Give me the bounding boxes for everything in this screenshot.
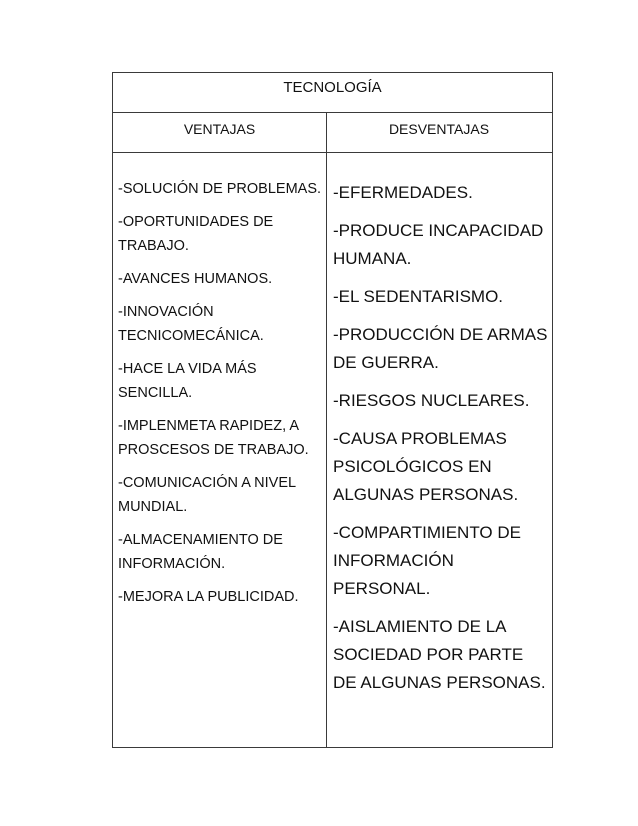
desventaja-item: -RIESGOS NUCLEARES.: [333, 391, 530, 410]
ventaja-item: -HACE LA VIDA MÁS SENCILLA.: [118, 361, 257, 401]
ventajas-cell: [113, 153, 326, 618]
table-header-row: [113, 113, 552, 153]
desventaja-item: -PRODUCE INCAPACIDAD HUMANA.: [333, 221, 544, 268]
desventaja-item: -CAUSA PROBLEMAS PSICOLÓGICOS EN ALGUNAS PERSONAS.: [333, 429, 519, 504]
ventaja-item: -INNOVACIÓN TECNICOMECÁNICA.: [118, 304, 264, 344]
ventaja-item: -OPORTUNIDADES DE TRABAJO.: [118, 214, 274, 254]
ventaja-item: -COMUNICACIÓN A NIVEL MUNDIAL.: [118, 475, 296, 515]
ventaja-item: -AVANCES HUMANOS.: [118, 271, 273, 287]
header-desventajas: DESVENTAJAS: [388, 121, 490, 137]
desventaja-item: -EFERMEDADES.: [333, 183, 473, 202]
table-title: TECNOLOGÍA: [113, 73, 552, 113]
desventaja-item: -PRODUCCIÓN DE ARMAS DE GUERRA.: [333, 325, 548, 372]
desventaja-item: -AISLAMIENTO DE LA SOCIEDAD POR PARTE DE ALGUNAS PERSONAS.: [333, 617, 546, 692]
ventaja-item: -ALMACENAMIENTO DE INFORMACIÓN.: [118, 532, 283, 572]
header-ventajas: VENTAJAS: [183, 121, 256, 137]
desventajas-cell: [327, 153, 553, 707]
ventaja-item: -IMPLENMETA RAPIDEZ, A PROSCESOS DE TRABAJO.: [118, 418, 309, 458]
desventaja-item: -EL SEDENTARISMO.: [333, 287, 504, 306]
desventaja-item: -COMPARTIMIENTO DE INFORMACIÓN PERSONAL.: [333, 523, 521, 598]
technology-table: [112, 72, 553, 748]
ventaja-item: -SOLUCIÓN DE PROBLEMAS.: [118, 181, 322, 197]
ventaja-item: -MEJORA LA PUBLICIDAD.: [118, 589, 299, 605]
